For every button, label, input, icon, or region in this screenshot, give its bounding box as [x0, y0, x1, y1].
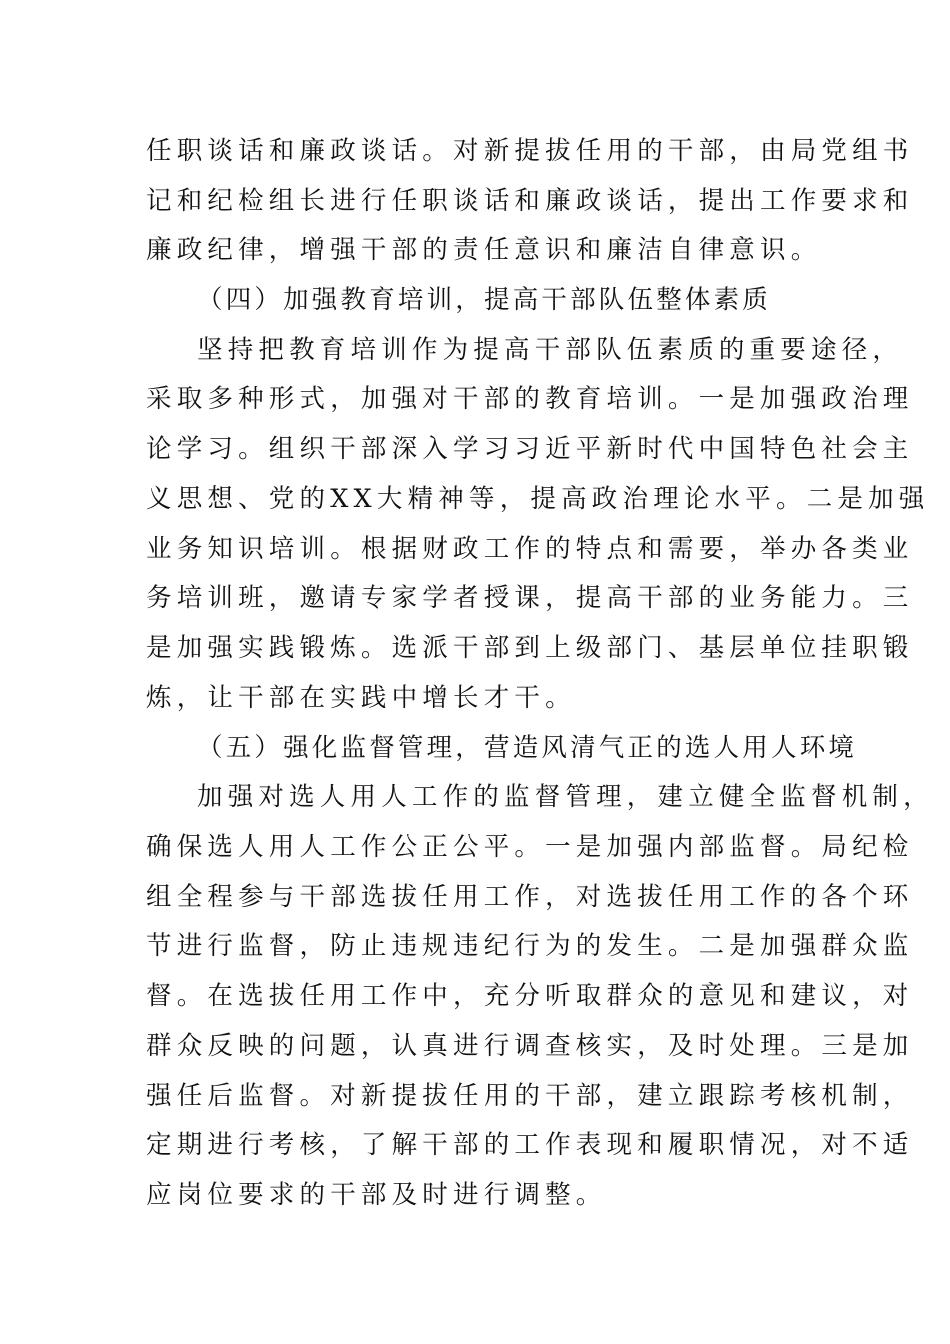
- paragraph-line: 务培训班，邀请专家学者授课，提高干部的业务能力。三: [146, 583, 914, 613]
- paragraph-line: 应岗位要求的干部及时进行调整。: [146, 1180, 607, 1210]
- paragraph-line: 定期进行考核，了解干部的工作表现和履职情况，对不适: [146, 1130, 914, 1160]
- paragraph-line: 是加强实践锻炼。选派干部到上级部门、基层单位挂职锻: [146, 633, 914, 663]
- paragraph-line: 坚持把教育培训作为提高干部队伍素质的重要途径，: [197, 335, 904, 365]
- paragraph-line: 组全程参与干部选拔任用工作，对选拔任用工作的各个环: [146, 882, 914, 912]
- paragraph-line: 义思想、党的XX大精神等，提高政治理论水平。二是加强: [146, 484, 930, 514]
- paragraph-line: 业务知识培训。根据财政工作的特点和需要，举办各类业: [146, 534, 914, 564]
- paragraph-line: 群众反映的问题，认真进行调查核实，及时处理。三是加: [146, 1031, 914, 1061]
- paragraph-line: 确保选人用人工作公正公平。一是加强内部监督。局纪检: [146, 832, 914, 862]
- paragraph-line: 廉政纪律，增强干部的责任意识和廉洁自律意识。: [146, 235, 822, 265]
- section-heading-5: （五）强化监督管理，营造风清气正的选人用人环境: [197, 733, 858, 763]
- paragraph-line: 采取多种形式，加强对干部的教育培训。一是加强政治理: [146, 384, 914, 414]
- paragraph-line: 节进行监督，防止违规违纪行为的发生。二是加强群众监: [146, 931, 914, 961]
- paragraph-line: 论学习。组织干部深入学习习近平新时代中国特色社会主: [146, 434, 914, 464]
- paragraph-line: 任职谈话和廉政谈话。对新提拔任用的干部，由局党组书: [146, 136, 914, 166]
- section-heading-4: （四）加强教育培训，提高干部队伍整体素质: [197, 285, 772, 315]
- paragraph-line: 记和纪检组长进行任职谈话和廉政谈话，提出工作要求和: [146, 186, 914, 216]
- paragraph-line: 炼，让干部在实践中增长才干。: [146, 683, 576, 713]
- paragraph-line: 加强对选人用人工作的监督管理，建立健全监督机制，: [197, 782, 934, 812]
- paragraph-line: 督。在选拔任用工作中，充分听取群众的意见和建议，对: [146, 981, 914, 1011]
- paragraph-line: 强任后监督。对新提拔任用的干部，建立跟踪考核机制，: [146, 1081, 914, 1111]
